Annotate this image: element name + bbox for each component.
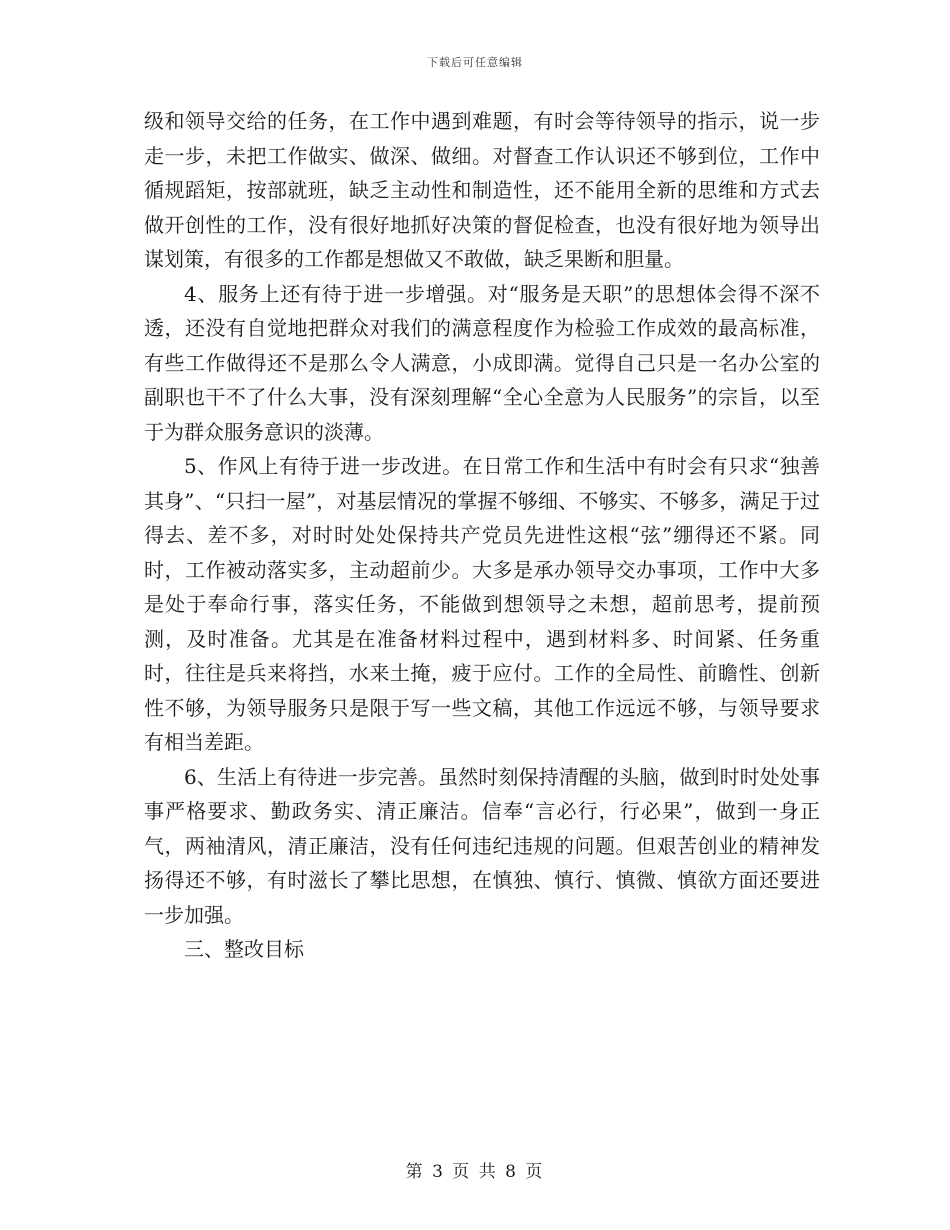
page-header: 下载后可任意编辑 [427,56,523,69]
paragraph-work-style: 5、作风上有待于进一步改进。在日常工作和生活中有时会有只求“独善其身”、“只扫一屋”，对基层情况的掌握不够细、不够实、不够多，满足于过得去、差不多，对时时处处保持共产党员先进性这根“弦”绷得还不紧。同时，工作被动落实多，主动超前少。大多是承办领导交办事项，工作中大多是处于奉命行事，落实任务，不能做到想领导之未想，超前思考，提前预测，及时准备。尤其是在准备材料过程中，遇到材料多、时间紧、任务重时，往往是兵来将挡，水来土掩，疲于应付。工作的全局性、前瞻性、创新性不够，为领导服务只是限于写一些文稿，其他工作远远不够，与领导要求有相当差距。 [144,454,820,754]
document-body [144,104,820,967]
page-number-footer: 第 3 页 共 8 页 [405,1162,545,1182]
section-heading-rectification-goals: 三、整改目标 [184,937,304,961]
paragraph-life: 6、生活上有待进一步完善。虽然时刻保持清醒的头脑，做到时时处处事事严格要求、勤政务实、清正廉洁。信奉“言必行，行必果”，做到一身正气，两袖清风，清正廉洁，没有任何违纪违规的问题。但艰苦创业的精神发扬得还不够，有时滋长了攀比思想，在慎独、慎行、慎微、慎欲方面还要进一步加强。 [144,764,820,927]
paragraph-continuation: 级和领导交给的任务，在工作中遇到难题，有时会等待领导的指示，说一步走一步，未把工作做实、做深、做细。对督查工作认识还不够到位，工作中循规蹈矩，按部就班，缺乏主动性和制造性，还不能用全新的思维和方式去做开创性的工作，没有很好地抓好决策的督促检查，也没有很好地为领导出谋划策，有很多的工作都是想做又不敢做，缺乏果断和胆量。 [144,109,820,271]
paragraph-service: 4、服务上还有待于进一步增强。对“服务是天职”的思想体会得不深不透，还没有自觉地把群众对我们的满意程度作为检验工作成效的最高标准，有些工作做得还不是那么令人满意，小成即满。觉得自己只是一名办公室的副职也干不了什么大事，没有深刻理解“全心全意为人民服务”的宗旨，以至于为群众服务意识的淡薄。 [144,281,820,444]
